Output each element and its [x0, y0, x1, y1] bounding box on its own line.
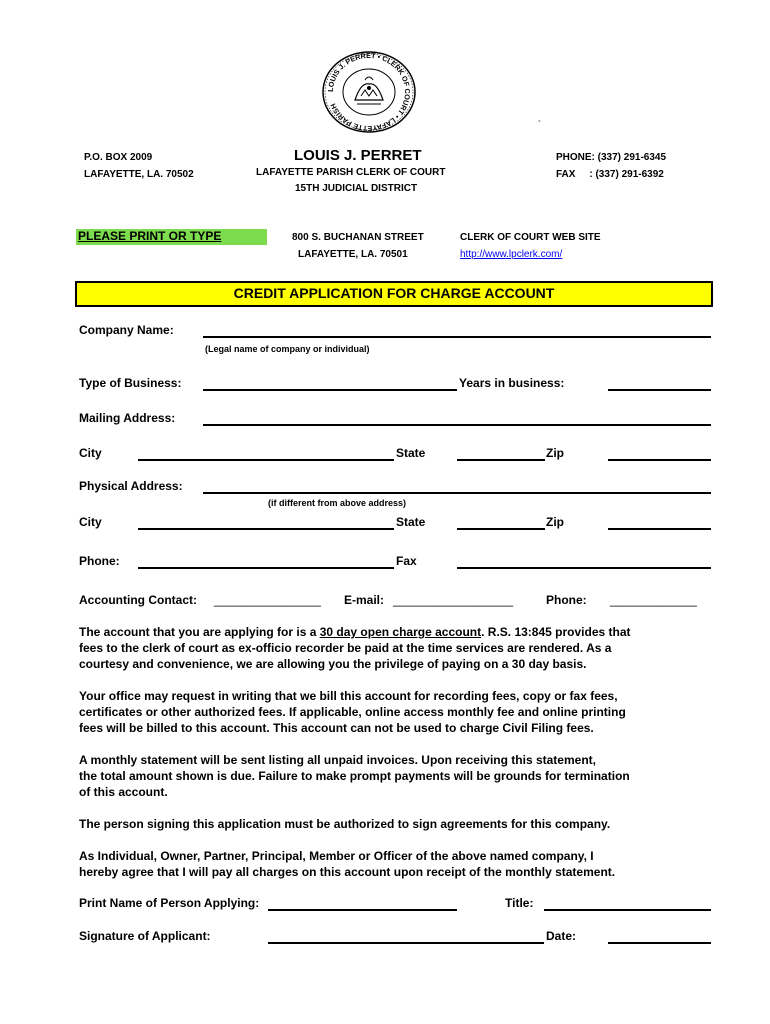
website-label: CLERK OF COURT WEB SITE — [460, 232, 601, 243]
city-left: LAFAYETTE, LA. 70502 — [84, 169, 194, 180]
date-field[interactable] — [608, 942, 711, 944]
fax-number: FAX : (337) 291-6392 — [556, 169, 664, 180]
zip-label: Zip — [546, 446, 564, 460]
accounting-phone-field[interactable]: _____________ — [610, 593, 697, 607]
company-name-label: Company Name: — [79, 323, 174, 337]
company-name-field[interactable] — [203, 336, 711, 338]
print-notice-box — [76, 229, 267, 245]
title-label: Title: — [505, 896, 534, 910]
date-label: Date: — [546, 929, 577, 943]
signature-label: Signature of Applicant: — [79, 929, 211, 943]
state-label-2: State — [396, 515, 426, 529]
company-name-hint: (Legal name of company or individual) — [205, 344, 370, 354]
clerk-seal-logo — [321, 50, 417, 134]
signature-field[interactable] — [268, 942, 544, 944]
mailing-address-label: Mailing Address: — [79, 411, 176, 425]
city-label-2: City — [79, 515, 102, 529]
terms-paragraph-4: The person signing this application must be authorized to sign agreements for this company. — [79, 817, 611, 831]
po-box: P.O. BOX 2009 — [84, 152, 153, 163]
seal-ring-text: LOUIS J. PERRET • CLERK OF COURT • LAFAYETTE PARISH — [325, 50, 413, 134]
form-title: CREDIT APPLICATION FOR CHARGE ACCOUNT — [233, 285, 555, 301]
type-of-business-label: Type of Business: — [79, 376, 182, 390]
clerk-name: LOUIS J. PERRET — [294, 147, 422, 164]
zip-field[interactable] — [608, 459, 711, 461]
stray-mark: - — [538, 116, 541, 125]
judicial-district: 15TH JUDICIAL DISTRICT — [295, 183, 418, 194]
accounting-contact-field[interactable]: ________________ — [214, 593, 321, 607]
physical-address-field[interactable] — [203, 492, 711, 494]
zip-label-2: Zip — [546, 515, 564, 529]
city-label: City — [79, 446, 102, 460]
state-label: State — [396, 446, 426, 460]
email-label: E-mail: — [344, 593, 385, 607]
accounting-contact-label: Accounting Contact: — [79, 593, 197, 607]
zip-field-2[interactable] — [608, 528, 711, 530]
fax-field[interactable] — [457, 567, 711, 569]
open-charge-account-term: 30 day open charge account — [319, 625, 482, 639]
print-notice: PLEASE PRINT OR TYPE — [78, 229, 222, 243]
state-field-2[interactable] — [457, 528, 545, 530]
website-link[interactable]: http://www.lpclerk.com/ — [460, 249, 563, 260]
physical-address-label: Physical Address: — [79, 479, 183, 493]
print-name-field[interactable] — [268, 909, 457, 911]
physical-address-hint: (if different from above address) — [268, 498, 407, 508]
state-field[interactable] — [457, 459, 545, 461]
accounting-phone-label: Phone: — [546, 593, 587, 607]
phone-number: PHONE: (337) 291-6345 — [556, 152, 667, 163]
city-center: LAFAYETTE, LA. 70501 — [298, 249, 408, 260]
terms-paragraph-3: A monthly statement will be sent listing all unpaid invoices. Upon receiving this statement, the total amount shown is due. Failure to make prompt payments will be grounds for termination of this account. — [79, 753, 630, 799]
years-in-business-label: Years in business: — [459, 376, 565, 390]
phone-label: Phone: — [79, 554, 120, 568]
office-name: LAFAYETTE PARISH CLERK OF COURT — [256, 167, 446, 178]
phone-field[interactable] — [138, 567, 394, 569]
email-field[interactable]: __________________ — [393, 593, 514, 607]
terms-paragraph-1: The account that you are applying for is a 30 day open charge account. R.S. 13:845 provides that fees to the clerk of court as ex-officio recorder be paid at the time services are rendered. As a courtesy and convenience, we are allowing you the privilege of paying on a 30 day basis. — [79, 625, 631, 671]
form-title-box — [75, 281, 713, 307]
print-name-label: Print Name of Person Applying: — [79, 896, 260, 910]
years-in-business-field[interactable] — [608, 389, 711, 391]
svg-text:LOUIS J. PERRET • CLERK OF COU — [326, 51, 412, 133]
pelican-emblem-icon — [355, 77, 383, 104]
city-field[interactable] — [138, 459, 394, 461]
mailing-address-field[interactable] — [203, 424, 711, 426]
fax-label: Fax — [396, 554, 417, 568]
city-field-2[interactable] — [138, 528, 394, 530]
title-field[interactable] — [544, 909, 711, 911]
street-address: 800 S. BUCHANAN STREET — [292, 232, 424, 243]
terms-paragraph-2: Your office may request in writing that we bill this account for recording fees, copy or fax fees, certificates or other authorized fees. If applicable, online access monthly fee and online printing fees will be billed to this account. This account can not be used to charge Civil Filing fees. — [79, 689, 626, 735]
terms-paragraph-5: As Individual, Owner, Partner, Principal, Member or Officer of the above named company, I hereby agree that I will pay all charges on this account upon receipt of the monthly statement. — [79, 849, 616, 879]
type-of-business-field[interactable] — [203, 389, 457, 391]
